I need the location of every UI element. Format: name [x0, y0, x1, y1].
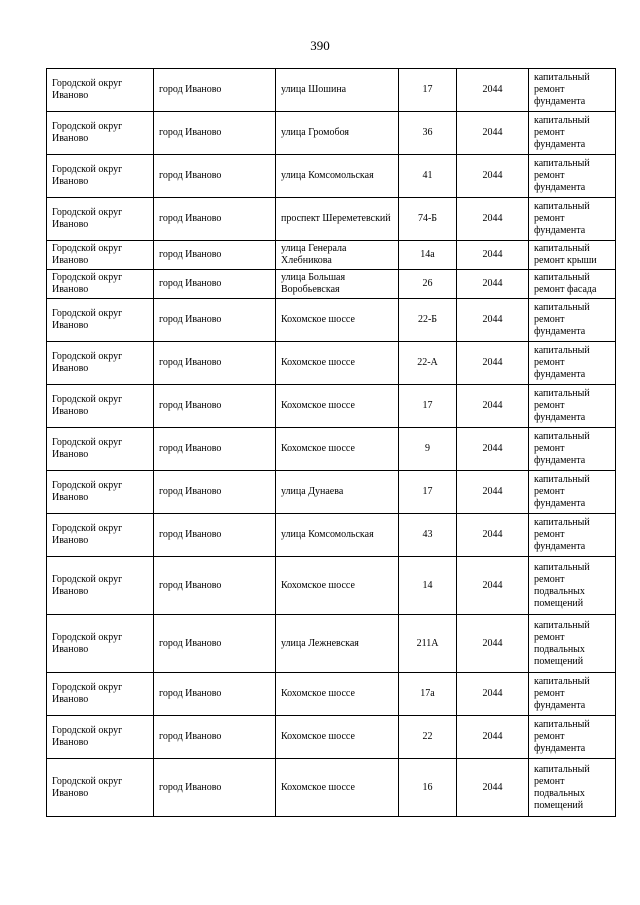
year-cell: 2044 [457, 198, 529, 241]
street-cell: Кохомское шоссе [276, 716, 399, 759]
house-number-cell: 74-Б [399, 198, 457, 241]
house-number-cell: 43 [399, 514, 457, 557]
street-cell: улица Громобоя [276, 112, 399, 155]
table-row [47, 299, 616, 342]
street-cell: Кохомское шоссе [276, 759, 399, 817]
city-cell: город Иваново [154, 270, 276, 299]
house-number-cell: 22 [399, 716, 457, 759]
work-type-cell: капитальный ремонт фундамента [529, 673, 616, 716]
table-row [47, 759, 616, 817]
table-row [47, 69, 616, 112]
city-cell: город Иваново [154, 615, 276, 673]
city-cell: город Иваново [154, 342, 276, 385]
work-type-cell: капитальный ремонт фундамента [529, 198, 616, 241]
street-cell: проспект Шереметевский [276, 198, 399, 241]
work-type-cell: капитальный ремонт фундамента [529, 69, 616, 112]
house-number-cell: 14а [399, 241, 457, 270]
house-number-cell: 17 [399, 385, 457, 428]
work-type-cell: капитальный ремонт крыши [529, 241, 616, 270]
house-number-cell: 17 [399, 471, 457, 514]
district-cell: Городской округ Иваново [47, 198, 154, 241]
work-type-cell: капитальный ремонт фундамента [529, 112, 616, 155]
house-number-cell: 17а [399, 673, 457, 716]
district-cell: Городской округ Иваново [47, 69, 154, 112]
table-row [47, 514, 616, 557]
table-row [47, 155, 616, 198]
table-row [47, 112, 616, 155]
work-type-cell: капитальный ремонт подвальных помещений [529, 759, 616, 817]
district-cell: Городской округ Иваново [47, 428, 154, 471]
house-number-cell: 211А [399, 615, 457, 673]
house-number-cell: 17 [399, 69, 457, 112]
house-number-cell: 14 [399, 557, 457, 615]
street-cell: улица Большая Воробьевская [276, 270, 399, 299]
street-cell: Кохомское шоссе [276, 428, 399, 471]
city-cell: город Иваново [154, 299, 276, 342]
street-cell: улица Комсомольская [276, 155, 399, 198]
house-number-cell: 26 [399, 270, 457, 299]
street-cell: улица Дунаева [276, 471, 399, 514]
year-cell: 2044 [457, 69, 529, 112]
district-cell: Городской округ Иваново [47, 759, 154, 817]
house-number-cell: 22-Б [399, 299, 457, 342]
table-row [47, 471, 616, 514]
page-number: 390 [310, 38, 330, 53]
year-cell: 2044 [457, 557, 529, 615]
district-cell: Городской округ Иваново [47, 112, 154, 155]
table-row [47, 716, 616, 759]
city-cell: город Иваново [154, 557, 276, 615]
year-cell: 2044 [457, 471, 529, 514]
house-number-cell: 41 [399, 155, 457, 198]
year-cell: 2044 [457, 241, 529, 270]
city-cell: город Иваново [154, 428, 276, 471]
house-number-cell: 16 [399, 759, 457, 817]
work-type-cell: капитальный ремонт фундамента [529, 342, 616, 385]
district-cell: Городской округ Иваново [47, 716, 154, 759]
table-row [47, 673, 616, 716]
city-cell: город Иваново [154, 759, 276, 817]
year-cell: 2044 [457, 615, 529, 673]
street-cell: улица Комсомольская [276, 514, 399, 557]
work-type-cell: капитальный ремонт фундамента [529, 385, 616, 428]
year-cell: 2044 [457, 514, 529, 557]
work-type-cell: капитальный ремонт фасада [529, 270, 616, 299]
city-cell: город Иваново [154, 716, 276, 759]
table-row [47, 557, 616, 615]
district-cell: Городской округ Иваново [47, 299, 154, 342]
street-cell: Кохомское шоссе [276, 299, 399, 342]
table-row [47, 385, 616, 428]
house-number-cell: 9 [399, 428, 457, 471]
year-cell: 2044 [457, 155, 529, 198]
street-cell: улица Шошина [276, 69, 399, 112]
year-cell: 2044 [457, 428, 529, 471]
year-cell: 2044 [457, 342, 529, 385]
work-type-cell: капитальный ремонт фундамента [529, 514, 616, 557]
district-cell: Городской округ Иваново [47, 270, 154, 299]
district-cell: Городской округ Иваново [47, 342, 154, 385]
table-row [47, 615, 616, 673]
district-cell: Городской округ Иваново [47, 557, 154, 615]
city-cell: город Иваново [154, 112, 276, 155]
table-row [47, 241, 616, 270]
year-cell: 2044 [457, 112, 529, 155]
year-cell: 2044 [457, 673, 529, 716]
table-row [47, 198, 616, 241]
table-row [47, 342, 616, 385]
table-row [47, 428, 616, 471]
district-cell: Городской округ Иваново [47, 471, 154, 514]
year-cell: 2044 [457, 385, 529, 428]
district-cell: Городской округ Иваново [47, 155, 154, 198]
street-cell: улица Генерала Хлебникова [276, 241, 399, 270]
district-cell: Городской округ Иваново [47, 514, 154, 557]
street-cell: Кохомское шоссе [276, 673, 399, 716]
district-cell: Городской округ Иваново [47, 241, 154, 270]
work-type-cell: капитальный ремонт фундамента [529, 155, 616, 198]
city-cell: город Иваново [154, 155, 276, 198]
year-cell: 2044 [457, 270, 529, 299]
city-cell: город Иваново [154, 69, 276, 112]
work-type-cell: капитальный ремонт подвальных помещений [529, 615, 616, 673]
work-type-cell: капитальный ремонт фундамента [529, 428, 616, 471]
district-cell: Городской округ Иваново [47, 385, 154, 428]
city-cell: город Иваново [154, 471, 276, 514]
house-number-cell: 22-А [399, 342, 457, 385]
year-cell: 2044 [457, 299, 529, 342]
street-cell: Кохомское шоссе [276, 342, 399, 385]
street-cell: Кохомское шоссе [276, 385, 399, 428]
table-row [47, 270, 616, 299]
work-type-cell: капитальный ремонт фундамента [529, 716, 616, 759]
work-type-cell: капитальный ремонт подвальных помещений [529, 557, 616, 615]
city-cell: город Иваново [154, 514, 276, 557]
street-cell: Кохомское шоссе [276, 557, 399, 615]
city-cell: город Иваново [154, 241, 276, 270]
year-cell: 2044 [457, 759, 529, 817]
house-number-cell: 36 [399, 112, 457, 155]
city-cell: город Иваново [154, 673, 276, 716]
year-cell: 2044 [457, 716, 529, 759]
district-cell: Городской округ Иваново [47, 673, 154, 716]
district-cell: Городской округ Иваново [47, 615, 154, 673]
street-cell: улица Лежневская [276, 615, 399, 673]
city-cell: город Иваново [154, 385, 276, 428]
city-cell: город Иваново [154, 198, 276, 241]
work-type-cell: капитальный ремонт фундамента [529, 471, 616, 514]
work-type-cell: капитальный ремонт фундамента [529, 299, 616, 342]
repair-schedule-table [46, 68, 616, 817]
